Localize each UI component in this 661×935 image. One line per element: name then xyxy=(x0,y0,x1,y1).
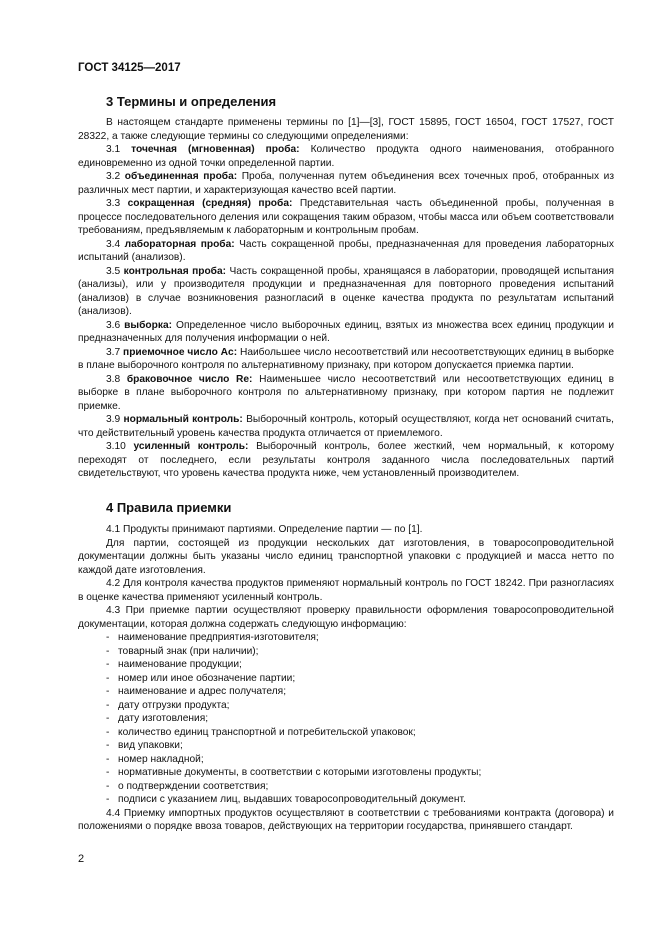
term-name: контрольная проба: xyxy=(123,265,227,277)
list-item-text: номер или иное обозначение партии; xyxy=(118,672,296,684)
term-number: 3.5 xyxy=(106,265,121,277)
paragraph-4-1-detail: Для партии, состоящей из продукции нескольких дат изготовления, в товаросопроводительной документации должны быть указаны число единиц транспортной упаковки с продукцией и масса нетто по каждой дате изготовления. xyxy=(78,537,614,576)
term-text: Наименьшее число несоответствий или несоответствующих единиц в выборке в плане выборочного контроля по альтернативному признаку, при котором партия не подлежит приемке. xyxy=(78,373,614,412)
list-item xyxy=(78,631,614,645)
term-text: Часть сокращенной пробы, предназначенная для проведения лабораторных испытаний (анализов). xyxy=(78,238,614,263)
list-item xyxy=(78,658,614,672)
list-item-text: наименование и адрес получателя; xyxy=(118,686,287,697)
term-definition xyxy=(78,346,614,373)
list-dash: - xyxy=(106,726,110,738)
term-text: Определенное число выборочных единиц, взятых из множества всех единиц продукции и предназначенных для получения информации о ней. xyxy=(78,319,614,344)
list-dash: - xyxy=(106,740,110,751)
term-number: 3.1 xyxy=(106,144,121,155)
term-text: Количество продукта одного наименования, отобранного единовременно из одной точки определенной партии. xyxy=(78,144,614,169)
paragraph-4-2: 4.2 Для контроля качества продуктов применяют нормальный контроль по ГОСТ 18242. При разногласиях в оценке качества применяют усиленный контроль. xyxy=(78,578,614,603)
list-dash: - xyxy=(106,699,110,711)
list-item-text: нормативные документы, в соответствии с которыми изготовлены продукты; xyxy=(118,767,482,778)
term-definition xyxy=(78,440,614,481)
term-definition xyxy=(78,238,614,265)
term-name: точечная (мгновенная) проба: xyxy=(131,144,300,155)
term-number: 3.10 xyxy=(106,441,126,452)
term-name: лабораторная проба: xyxy=(124,238,235,250)
list-item-text: номер накладной; xyxy=(118,753,204,765)
section-3-title: 3 Термины и определения xyxy=(106,94,277,109)
term-number: 3.8 xyxy=(106,373,121,385)
list-item-text: дату изготовления; xyxy=(118,713,209,724)
section-3-body xyxy=(78,116,614,481)
list-dash: - xyxy=(106,780,110,792)
section-3-intro: В настоящем стандарте применены термины по [1]—[3], ГОСТ 15895, ГОСТ 16504, ГОСТ 17527, ГОСТ 28322, а также следующие термины со следующими определениями: xyxy=(78,117,614,142)
term-text: Часть сокращенной пробы, хранящаяся в лаборатории, проводящей испытания (анализы), или у производителя продукции и предназначенная для повторного проведения испытаний (анализов) в случае возникновения разногласий в оценке качества продукта по результатам испытаний (анализов). xyxy=(78,265,614,317)
page-number: 2 xyxy=(78,853,85,865)
term-number: 3.7 xyxy=(106,346,121,358)
list-item-text: наименование предприятия-изготовителя; xyxy=(118,632,319,643)
term-name: объединенная проба: xyxy=(124,171,238,182)
term-name: выборка: xyxy=(124,319,173,331)
term-text: Проба, полученная путем объединения всех точечных проб, отобранных из различных мест партии, и характеризующая качество всей партии. xyxy=(78,171,614,196)
list-item xyxy=(78,699,614,713)
list-dash: - xyxy=(106,794,110,805)
list-item-text: количество единиц транспортной и потребительской упаковок; xyxy=(118,726,416,738)
term-name: усиленный контроль: xyxy=(133,441,249,452)
list-dash: - xyxy=(106,645,110,657)
list-item-text: о подтверждении соответствия; xyxy=(118,780,269,792)
list-item xyxy=(78,685,614,699)
list-dash: - xyxy=(106,672,110,684)
list-item-text: наименование продукции; xyxy=(118,659,242,670)
paragraph-4-3: 4.3 При приемке партии осуществляют проверку правильности оформления товаросопроводительной документации, которая должна содержать следующую информацию: xyxy=(78,605,614,630)
required-info-list xyxy=(78,631,614,807)
paragraph-4-4: 4.4 Приемку импортных продуктов осуществляют в соответствии с требованиями контракта (договора) и положениями о порядке ввоза товаров, действующих на территории государства, принявшего стандарт. xyxy=(78,807,614,832)
list-item xyxy=(78,793,614,807)
section-4-title: 4 Правила приемки xyxy=(106,500,232,515)
paragraph-4-1: 4.1 Продукты принимают партиями. Определение партии — по [1]. xyxy=(106,524,423,535)
list-item xyxy=(78,780,614,794)
list-dash: - xyxy=(106,713,110,724)
list-item xyxy=(78,645,614,659)
term-definition xyxy=(78,143,614,170)
list-item-text: товарный знак (при наличии); xyxy=(118,645,259,657)
term-text: Наибольшее число несоответствий или несоответствующих единиц в выборке в плане выборочного контроля по альтернативному признаку, при котором допускается приемка партии. xyxy=(78,346,614,371)
list-dash: - xyxy=(106,686,110,697)
term-text: Представительная часть объединенной пробы, полученная в процессе последовательного деления или сокращения таким образом, чтобы масса или объем соответствовали требованиям, предъявляемым к лабораторным и контрольным пробам. xyxy=(78,198,614,236)
list-item xyxy=(78,753,614,767)
term-definition xyxy=(78,413,614,440)
term-name: нормальный контроль: xyxy=(123,414,243,425)
term-number: 3.2 xyxy=(106,171,121,182)
term-definition xyxy=(78,373,614,414)
term-definition xyxy=(78,197,614,238)
list-dash: - xyxy=(106,632,110,643)
list-item-text: дату отгрузки продукта; xyxy=(118,699,230,711)
terms-list xyxy=(78,143,614,481)
list-item xyxy=(78,739,614,753)
list-dash: - xyxy=(106,767,110,778)
list-item xyxy=(78,726,614,740)
term-definition xyxy=(78,265,614,319)
term-name: сокращенная (средняя) проба: xyxy=(127,198,293,209)
list-item-text: вид упаковки; xyxy=(118,740,183,751)
list-item-text: подписи с указанием лиц, выдавших товаросопроводительный документ. xyxy=(118,794,466,805)
term-name: приемочное число Ac: xyxy=(123,346,238,358)
term-number: 3.6 xyxy=(106,319,121,331)
term-definition xyxy=(78,170,614,197)
list-dash: - xyxy=(106,753,110,765)
term-text: Выборочный контроль, более жесткий, чем нормальный, к которому переходят от последнего, если результаты контроля заданного числа последовательных партий свидетельствуют, что уровень качества продукта ниже, чем установленный производителем. xyxy=(78,441,614,479)
term-definition xyxy=(78,319,614,346)
term-number: 3.4 xyxy=(106,238,121,250)
section-4-body xyxy=(78,523,614,834)
term-number: 3.9 xyxy=(106,414,121,425)
list-item xyxy=(78,672,614,686)
term-name: браковочное число Re: xyxy=(126,373,253,385)
term-text: Выборочный контроль, который осуществляют, когда нет оснований считать, что действительный уровень качества продукта отличается от приемлемого. xyxy=(78,414,614,439)
list-item xyxy=(78,766,614,780)
term-number: 3.3 xyxy=(106,198,121,209)
list-item xyxy=(78,712,614,726)
list-dash: - xyxy=(106,659,110,670)
standard-header: ГОСТ 34125—2017 xyxy=(78,62,181,74)
